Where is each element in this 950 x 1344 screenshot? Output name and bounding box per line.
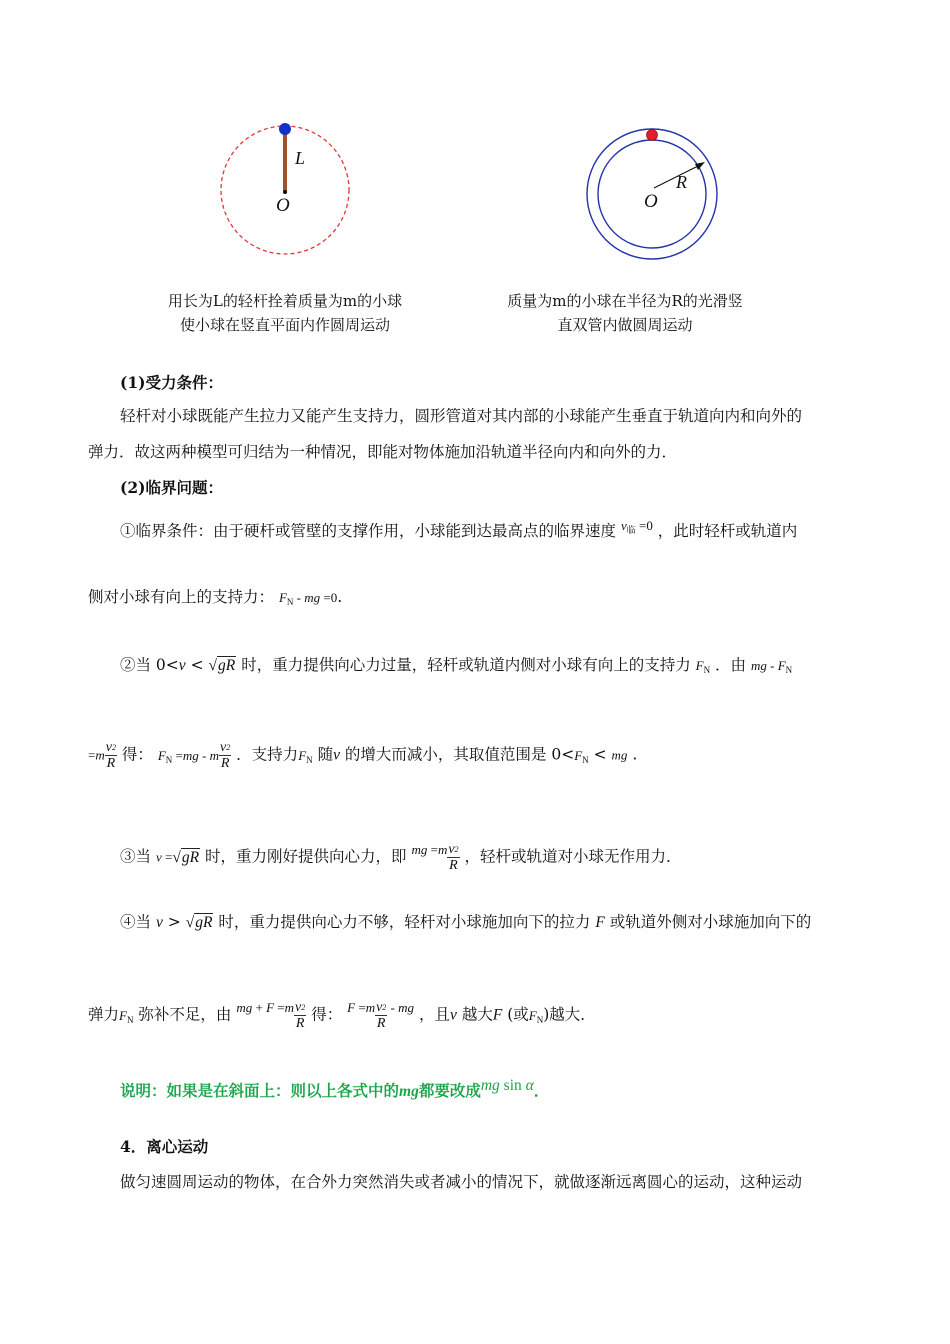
light-rod	[283, 130, 287, 193]
item4-a: ④当	[120, 913, 152, 931]
item2-b: 时，重力提供向心力过量，轻杆或轨道内侧对小球有向上的支持力	[241, 656, 691, 674]
item4-line2-a: 弹力	[88, 1005, 120, 1024]
item3-b: 时，重力刚好提供向心力，即	[205, 847, 407, 866]
section1-line2: 弹力．故这两种模型可归结为一种情况，即能对物体施加沿轨道半径向内和向外的力．	[88, 443, 678, 461]
red-ball	[647, 130, 658, 141]
item4-line2-d: ，且	[418, 1005, 450, 1024]
note-text-c: ．	[533, 1081, 550, 1100]
item2-line2-b: ．支持力	[236, 745, 299, 764]
eq-FN-minus-mg: $F_N$ - mg =0	[278, 590, 338, 607]
label-R: R	[676, 172, 687, 192]
note-line	[120, 1077, 550, 1103]
section4-line1: 做匀速圆周运动的物体，在合外力突然消失或者减小的情况下，就做逐渐远离圆心的运动，这种运动	[120, 1173, 803, 1191]
note-text-a: 说明：如果是在斜面上：则以上各式中的	[120, 1081, 400, 1100]
item4-line2-b: 弥补不足，由	[138, 1005, 232, 1024]
item4-b: 时，重力提供向心力不够，轻杆对小球施加向下的拉力	[218, 913, 591, 931]
item2-line1: ②当 0<v < √gR 时，重力提供向心力过量，轻杆或轨道内侧对小球有向上的支持力 $F_N$ ．由 mg - $F_N$	[120, 656, 793, 675]
item4-line1: ④当 v > √gR 时，重力提供向心力不够，轻杆对小球施加向下的拉力 F 或轨道外侧对小球施加向下的	[120, 913, 812, 931]
item2-c: ．由	[715, 656, 747, 674]
item1-text-b: ，此时轻杆或轨道内	[657, 522, 798, 540]
section1-line1: 轻杆对小球既能产生拉力又能产生支持力，圆形管道对其内部的小球能产生垂直于轨道向内和向外的	[120, 407, 803, 425]
eq-FN-equals: $F_N =mg - m$	[157, 747, 220, 765]
frac-v2-R: $\frac{v^2}{R}$	[105, 740, 116, 771]
item4-line2-g: )越大．	[543, 1005, 596, 1024]
item4-line2-c: 得：	[311, 1005, 343, 1024]
item3-a: ③当	[120, 847, 152, 866]
item2-line2-c: 随	[317, 745, 334, 764]
item2-line2: =m $\frac{v^2}{R}$ 得： $F_N =mg - m$ $\frac{v^2}{R}$ ．支持力$F_N$ 随v 的增大而减小，其取值范围是 $0<F_N$ < mg .	[88, 740, 638, 771]
right-caption	[480, 289, 770, 337]
label-O-right: O	[644, 191, 658, 212]
item2-line2-a: 得：	[121, 745, 153, 764]
left-caption-line2: 使小球在竖直平面内作圆周运动	[179, 316, 390, 334]
item3-c: ，轻杆或轨道对小球无作用力．	[464, 847, 682, 866]
item2-line2-d: 的增大而减小，其取值范围是 0<	[344, 745, 575, 764]
mg-sin-alpha: mg sin α	[480, 1077, 534, 1094]
item4-line2-e: 越大	[461, 1005, 493, 1024]
mg-minus-FN: mg - $F_N$	[750, 658, 793, 675]
section1-heading: (1)受力条件：	[120, 373, 223, 392]
section4-heading: 4．离心运动	[120, 1137, 209, 1156]
sqrt-gR: √gR	[208, 657, 236, 674]
v-critical: v临 =0	[620, 518, 653, 535]
note-text-b: 都要改成	[418, 1081, 481, 1100]
item1-line1	[120, 520, 797, 544]
label-O-left: O	[276, 195, 290, 216]
item4-c: 或轨道外侧对小球施加向下的	[609, 913, 812, 931]
section2-heading: (2)临界问题：	[120, 478, 223, 497]
eq-m-v2-R: =m	[88, 747, 105, 763]
item4-line2: 弹力$F_N$ 弥补不足，由 $^{mg + F =m}$ $\frac{v^2}{R}$ 得： $^{F =m}$ $\frac{v^2}{R}$ $^{- mg}$ ，且v 越大F (或$F_N$)越大．	[88, 999, 596, 1031]
right-caption-line1: 质量为m的小球在半径为R的光滑竖	[507, 292, 743, 310]
item1-text-a: ①临界条件：由于硬杆或管壁的支撑作用，小球能到达最高点的临界速度	[120, 522, 617, 540]
item3-line: ③当 v =√gR 时，重力刚好提供向心力，即 $^{mg =m}$ $\frac{v^2}{R}$ ，轻杆或轨道对小球无作用力．	[120, 841, 682, 873]
blue-ball	[279, 123, 291, 135]
left-caption	[140, 289, 430, 337]
note-mg: mg	[399, 1083, 419, 1100]
left-caption-line1: 用长为L的轻杆拴着质量为m的小球	[167, 292, 403, 310]
right-caption-line2: 直双管内做圆周运动	[557, 316, 693, 334]
center-dot	[283, 190, 287, 194]
frac-v2-R-2: $\frac{v^2}{R}$	[220, 740, 231, 771]
label-L: L	[295, 148, 306, 168]
item1-line2-text: 侧对小球有向上的支持力：	[88, 588, 275, 606]
item4-line2-f: (或	[507, 1005, 529, 1024]
FN: $F_N$	[695, 658, 711, 675]
item1-line2: 侧对小球有向上的支持力： $F_N$ - mg =0.	[88, 588, 343, 607]
item2-a: ②当 0<	[120, 656, 179, 674]
